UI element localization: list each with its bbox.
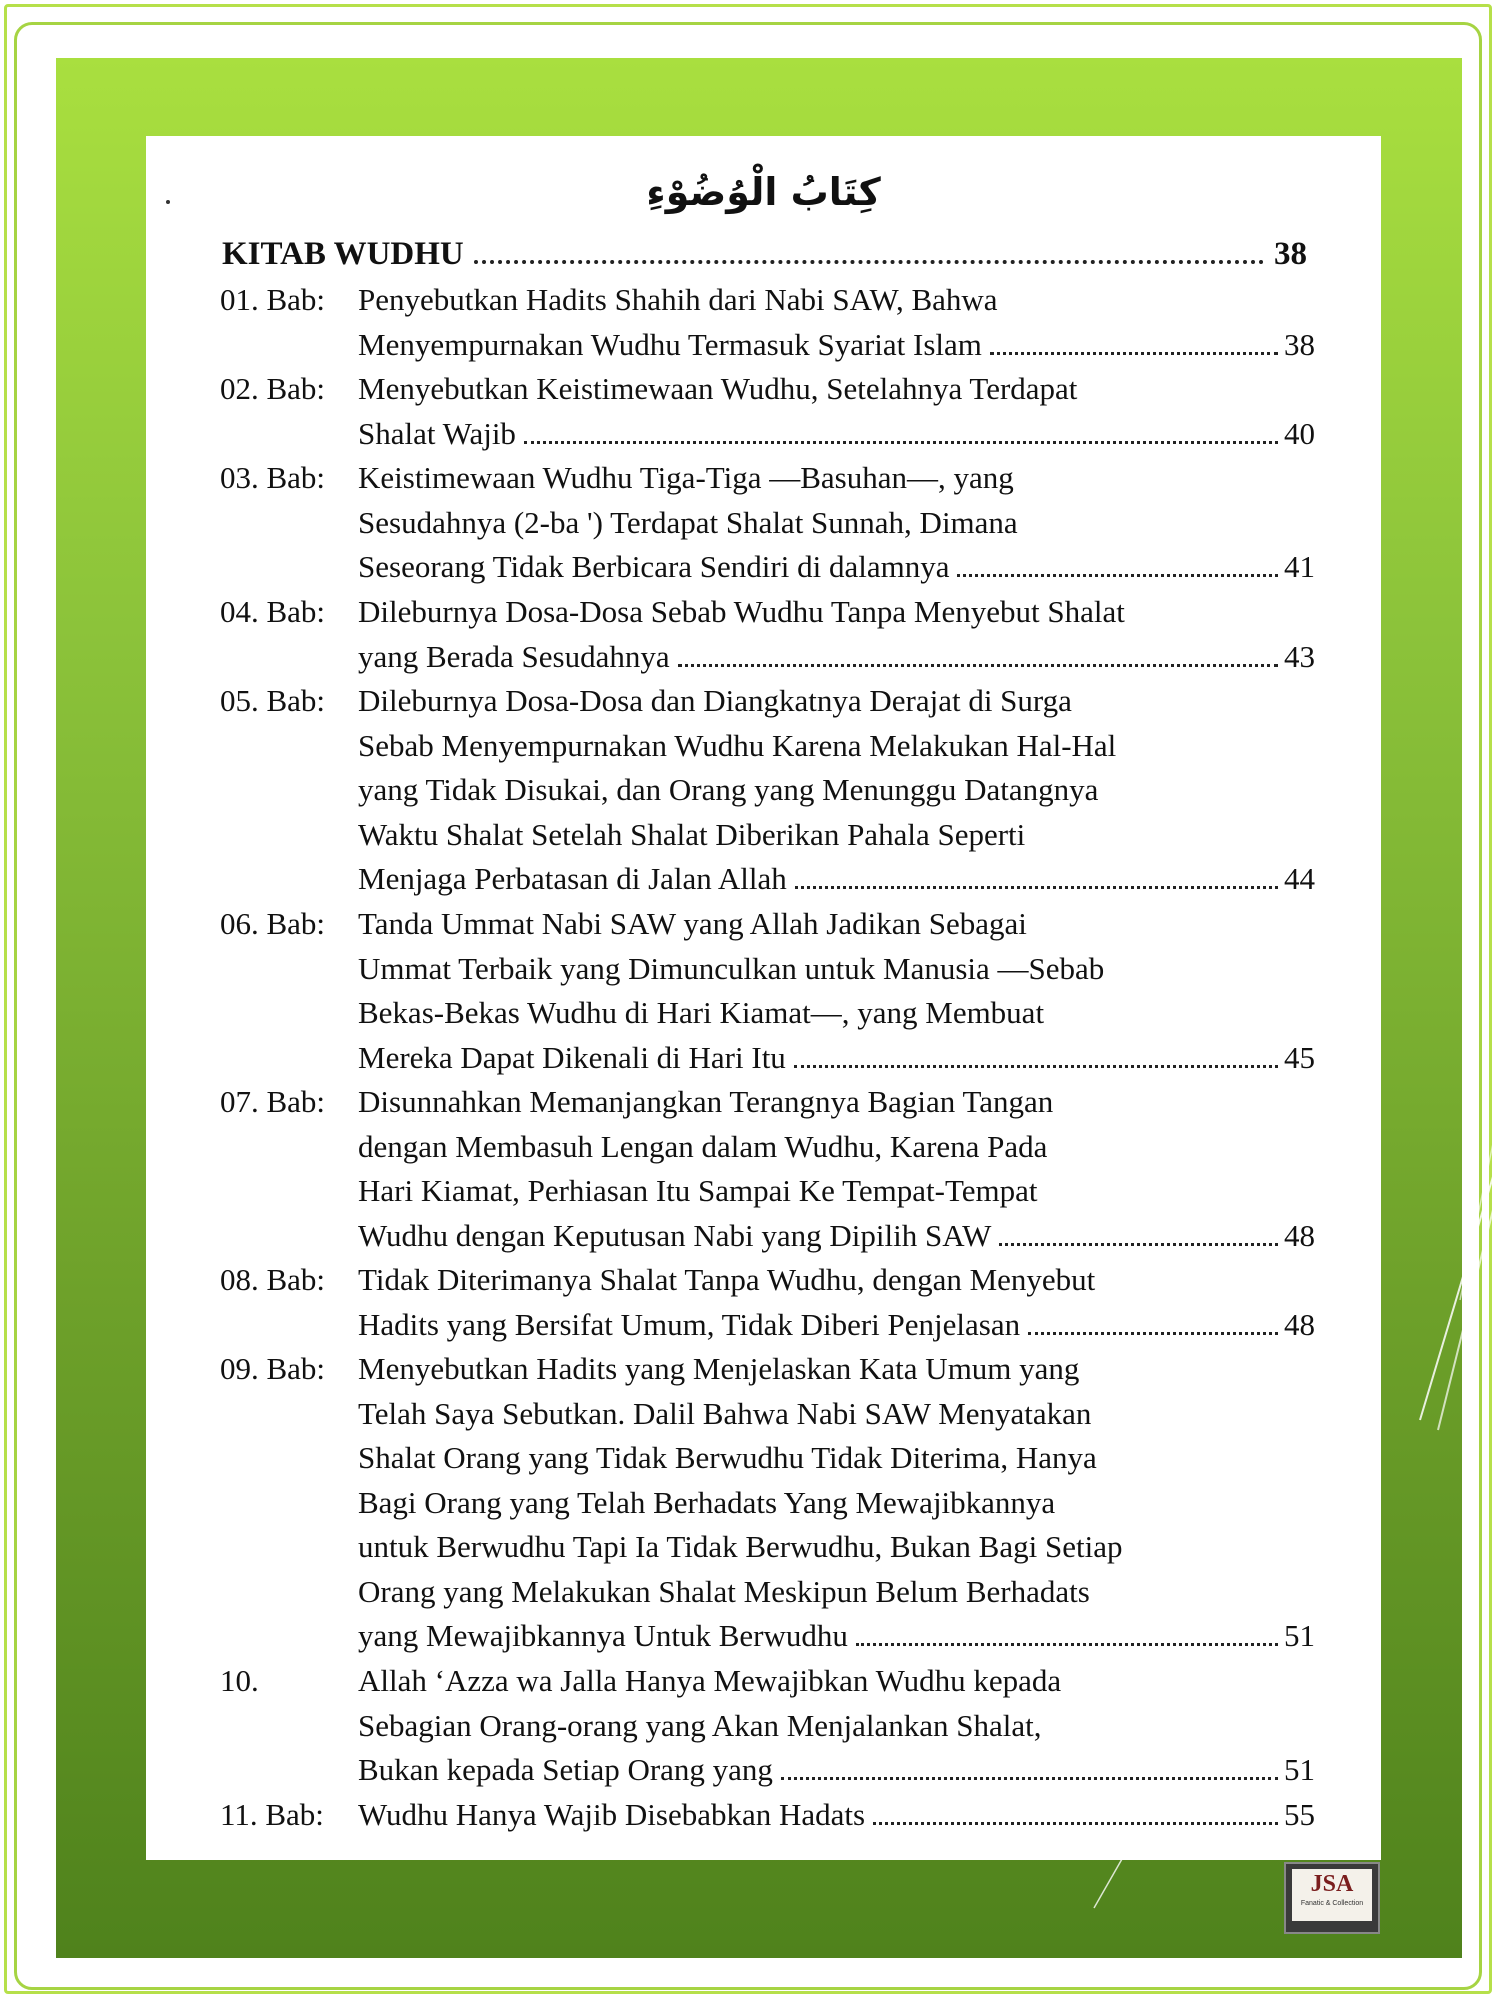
toc-entry-01: [220, 278, 1315, 367]
entry-line: Sesudahnya (2-ba ') Terdapat Shalat Sunnah, Dimana: [358, 504, 1018, 540]
toc-entry-09: [220, 1347, 1315, 1659]
entry-number: 02. Bab:: [220, 371, 326, 406]
entry-page-number: 55: [1284, 1797, 1315, 1832]
logo-text: JSA: [1310, 1871, 1354, 1897]
entry-number: 01. Bab:: [220, 282, 326, 317]
entry-line: Shalat Wajib: [358, 415, 516, 451]
entry-number: 05. Bab:: [220, 683, 326, 718]
toc-entry-10: [220, 1659, 1315, 1793]
entry-line: Bekas-Bekas Wudhu di Hari Kiamat—, yang Membuat: [358, 995, 1045, 1030]
entry-number: 04. Bab:: [220, 594, 326, 629]
entry-line: Shalat Orang yang Tidak Berwudhu Tidak Diterima, Hanya: [358, 1440, 1097, 1475]
entry-number: 06. Bab:: [220, 906, 326, 941]
entry-page-number: 40: [1284, 415, 1315, 451]
entry-line: Allah ‘Azza wa Jalla Hanya Mewajibkan Wudhu kepada: [358, 1663, 1062, 1698]
dot-leader: [795, 886, 1278, 889]
entry-line: Disunnahkan Memanjangkan Terangnya Bagian Tangan: [358, 1084, 1054, 1119]
entry-line: Sebagian Orang-orang yang Akan Menjalankan Shalat,: [358, 1707, 1042, 1743]
toc-entry-07: [220, 1080, 1315, 1258]
entry-page-number: 41: [1284, 549, 1315, 584]
toc-entry-11: [220, 1793, 1315, 1838]
toc-entry-02: [220, 367, 1315, 456]
entry-line: yang Berada Sesudahnya: [358, 638, 670, 674]
entry-line: Dileburnya Dosa-Dosa dan Diangkatnya Derajat di Surga: [358, 683, 1072, 718]
entry-line: Wudhu Hanya Wajib Disebabkan Hadats: [358, 1797, 866, 1832]
entry-page-number: 44: [1284, 861, 1315, 896]
entry-number: 03. Bab:: [220, 460, 326, 495]
entry-page-number: 51: [1284, 1752, 1315, 1787]
entry-line: Telah Saya Sebutkan. Dalil Bahwa Nabi SAW Menyatakan: [358, 1395, 1092, 1431]
entry-page-number: 45: [1284, 1039, 1315, 1075]
entry-line: untuk Berwudhu Tapi Ia Tidak Berwudhu, Bukan Bagi Setiap: [358, 1529, 1123, 1564]
entry-line: Tidak Diterimanya Shalat Tanpa Wudhu, dengan Menyebut: [358, 1262, 1096, 1297]
entry-line: Sebab Menyempurnakan Wudhu Karena Melakukan Hal-Hal: [358, 727, 1117, 763]
entry-line: Bagi Orang yang Telah Berhadats Yang Mewajibkannya: [358, 1484, 1056, 1520]
entry-line: Menjaga Perbatasan di Jalan Allah: [358, 861, 787, 896]
dot-leader: [474, 260, 1264, 264]
document-page: [146, 136, 1381, 1860]
entry-number: 07. Bab:: [220, 1084, 326, 1119]
dot-leader: [856, 1643, 1278, 1646]
dot-leader: [1028, 1332, 1278, 1335]
entry-line: Mereka Dapat Dikenali di Hari Itu: [358, 1039, 786, 1075]
dot-leader: [524, 441, 1278, 444]
kitab-heading-row: [222, 236, 1307, 276]
entry-line: Keistimewaan Wudhu Tiga-Tiga —Basuhan—, yang: [358, 460, 1014, 495]
entry-line: yang Tidak Disukai, dan Orang yang Menunggu Datangnya: [358, 772, 1099, 807]
entry-line: Ummat Terbaik yang Dimunculkan untuk Manusia —Sebab: [358, 950, 1105, 986]
entry-number: 11. Bab:: [220, 1797, 324, 1832]
entry-line: Hadits yang Bersifat Umum, Tidak Diberi Penjelasan: [358, 1306, 1021, 1342]
toc-entry-05: [220, 679, 1315, 902]
entry-line: Bukan kepada Setiap Orang yang: [358, 1752, 773, 1787]
entry-line: yang Mewajibkannya Untuk Berwudhu: [358, 1618, 848, 1653]
entry-line: Hari Kiamat, Perhiasan Itu Sampai Ke Tempat-Tempat: [358, 1173, 1038, 1208]
entry-line: Menyebutkan Keistimewaan Wudhu, Setelahnya Terdapat: [358, 371, 1078, 406]
kitab-page-number: 38: [1274, 236, 1307, 272]
entry-number: 09. Bab:: [220, 1351, 326, 1386]
entry-page-number: 48: [1284, 1217, 1315, 1253]
dot-leader: [873, 1822, 1278, 1825]
entry-page-number: 43: [1284, 638, 1315, 674]
entry-line: Menyempurnakan Wudhu Termasuk Syariat Islam: [358, 326, 982, 362]
toc-entry-06: [220, 902, 1315, 1080]
entry-page-number: 48: [1284, 1306, 1315, 1342]
dot-leader: [957, 574, 1278, 577]
entry-line: Wudhu dengan Keputusan Nabi yang Dipilih SAW: [358, 1217, 992, 1253]
dot-leader: [794, 1065, 1278, 1068]
jsa-logo: [1284, 1862, 1380, 1934]
entry-number: 10.: [220, 1663, 259, 1698]
entry-line: Tanda Ummat Nabi SAW yang Allah Jadikan Sebagai: [358, 906, 1027, 941]
dot-leader: [999, 1243, 1278, 1246]
entry-line: Waktu Shalat Setelah Shalat Diberikan Pahala Seperti: [358, 816, 1026, 852]
entry-page-number: 51: [1284, 1618, 1315, 1653]
toc-entry-03: [220, 456, 1315, 590]
entry-line: Seseorang Tidak Berbicara Sendiri di dalamnya: [358, 549, 950, 584]
decorative-diagonal-lines: [1380, 1120, 1500, 1440]
entry-line: Dileburnya Dosa-Dosa Sebab Wudhu Tanpa Menyebut Shalat: [358, 594, 1125, 629]
dot-leader: [990, 352, 1278, 355]
kitab-title: KITAB WUDHU: [222, 236, 464, 272]
arabic-heading: كِتَابُ الْوُضُوْءِ: [646, 170, 881, 214]
entry-number: 08. Bab:: [220, 1262, 326, 1297]
toc-entry-08: [220, 1258, 1315, 1347]
entry-line: Menyebutkan Hadits yang Menjelaskan Kata Umum yang: [358, 1351, 1080, 1386]
entry-line: Orang yang Melakukan Shalat Meskipun Belum Berhadats: [358, 1573, 1090, 1609]
dot-leader: [781, 1777, 1278, 1780]
toc-entry-04: [220, 590, 1315, 679]
entry-line: dengan Membasuh Lengan dalam Wudhu, Karena Pada: [358, 1128, 1048, 1164]
dot-leader: [678, 664, 1278, 667]
entry-line: Penyebutkan Hadits Shahih dari Nabi SAW, Bahwa: [358, 282, 998, 317]
entry-page-number: 38: [1284, 326, 1315, 362]
logo-subtext: Fanatic & Collection: [1300, 1900, 1364, 1907]
